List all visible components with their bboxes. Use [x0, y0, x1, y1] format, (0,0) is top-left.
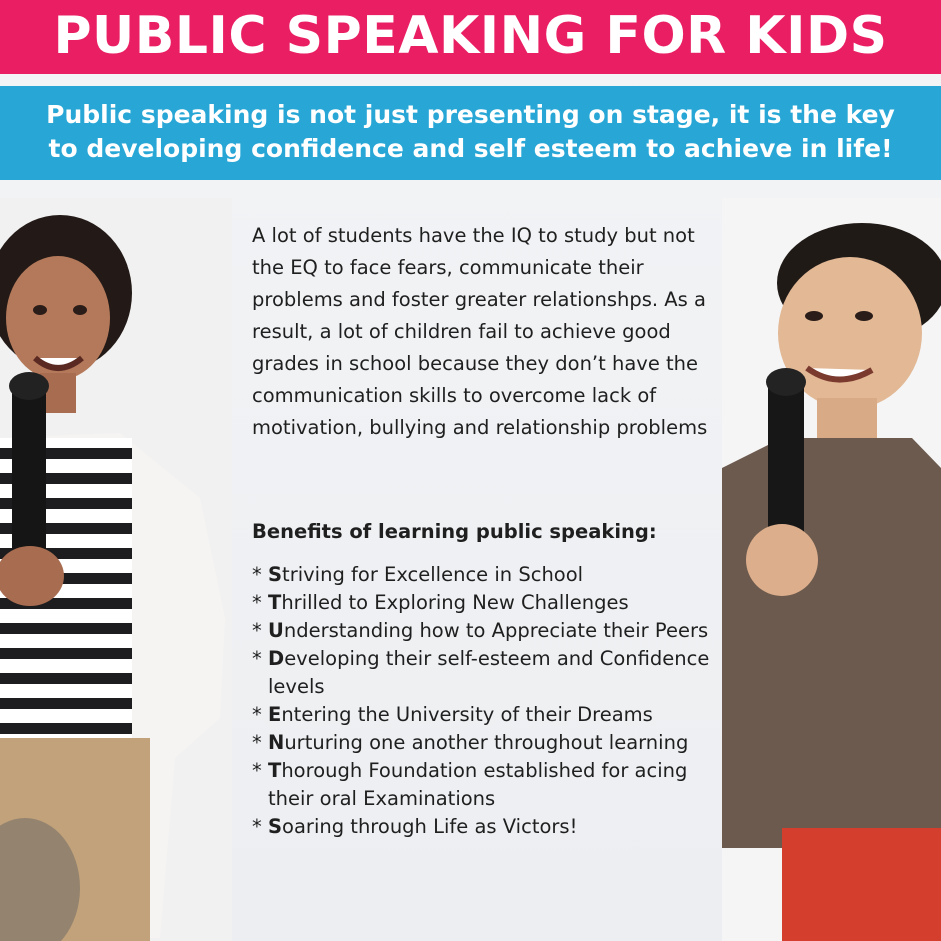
benefit-initial: E [268, 703, 282, 726]
benefits-heading: Benefits of learning public speaking: [252, 520, 657, 543]
benefit-initial: N [268, 731, 285, 754]
boy-with-microphone-photo [722, 198, 941, 941]
benefit-text: horough Foundation established for acing their oral Examinations [268, 759, 688, 810]
benefit-text: urturing one another throughout learning [284, 731, 689, 754]
benefit-initial: S [268, 563, 283, 586]
girl-with-microphone-photo [0, 198, 232, 941]
benefit-item [252, 813, 712, 841]
benefit-initial: T [268, 591, 282, 614]
benefit-initial: T [268, 759, 282, 782]
benefit-item [252, 589, 712, 617]
girl-illustration [0, 198, 232, 941]
benefit-item [252, 617, 712, 645]
benefit-text: nderstanding how to Appreciate their Peers [283, 619, 709, 642]
benefit-item [252, 701, 712, 729]
benefit-initial: U [268, 619, 284, 642]
benefit-text: oaring through Life as Victors! [282, 815, 578, 838]
intro-paragraph: A lot of students have the IQ to study but not the EQ to face fears, communicate their problems and foster greater relationshps. As a result, a lot of children fail to achieve good grades in school because they don’t have the communication skills to overcome lack of motivation, bullying and relationship problems [252, 224, 708, 439]
benefit-item [252, 757, 712, 813]
benefit-text: hrilled to Exploring New Challenges [281, 591, 629, 614]
benefit-item [252, 645, 712, 701]
page-title: PUBLIC SPEAKING FOR KIDS [53, 6, 888, 66]
benefit-initial: S [268, 815, 283, 838]
boy-illustration [722, 198, 941, 941]
benefit-text: eveloping their self-esteem and Confidence levels [268, 647, 710, 698]
benefit-item [252, 729, 712, 757]
benefit-text: triving for Excellence in School [282, 563, 584, 586]
benefits-list [252, 561, 712, 841]
title-banner [0, 0, 941, 74]
benefit-item [252, 561, 712, 589]
subtitle-banner [0, 86, 941, 180]
benefit-text: ntering the University of their Dreams [281, 703, 653, 726]
benefit-initial: D [268, 647, 285, 670]
page-subtitle: Public speaking is not just presenting on stage, it is the key to developing confidence and self esteem to achieve in life! [46, 100, 895, 163]
